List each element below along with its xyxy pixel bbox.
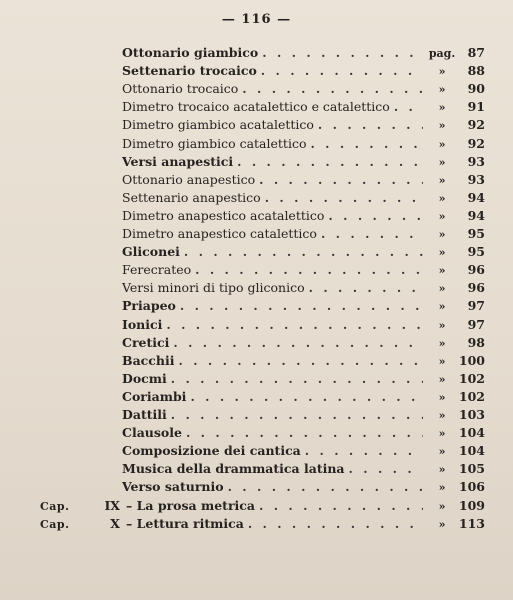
toc-entry <box>122 243 485 261</box>
entry-page-number: 92 <box>467 117 485 133</box>
page-ref-marker: » <box>438 246 446 260</box>
entry-title: Dimetro trocaico acatalettico e catalettico <box>122 99 390 115</box>
dot-leader <box>309 279 423 297</box>
toc-entry <box>122 135 485 153</box>
toc-entry <box>122 406 485 424</box>
page-ref-marker: » <box>438 481 446 495</box>
toc-entry <box>122 80 485 98</box>
dot-leader <box>166 316 423 334</box>
entry-title: – La prosa metrica <box>126 497 255 513</box>
entry-page-number: 103 <box>458 407 485 422</box>
entry-title: Composizione dei cantica <box>122 443 301 459</box>
entry-title: Verso saturnio <box>122 479 224 495</box>
toc-entry <box>122 334 485 352</box>
toc-entry <box>122 424 485 442</box>
dot-leader <box>171 406 423 424</box>
page-ref-marker: » <box>438 354 446 368</box>
page-ref-marker: » <box>438 83 446 97</box>
page-ref-marker: » <box>438 409 446 422</box>
toc-entry <box>122 225 485 243</box>
toc-entry <box>122 207 485 225</box>
entry-page-number: 95 <box>467 244 485 260</box>
dot-leader <box>305 442 423 460</box>
page-ref-marker: » <box>438 264 446 278</box>
entry-page-number: 102 <box>458 370 485 386</box>
entry-page-number: 102 <box>458 388 485 404</box>
page-ref-marker: » <box>438 191 446 205</box>
toc-entry <box>122 352 485 370</box>
toc-entry <box>122 370 485 388</box>
entry-title: Dimetro giambico catalettico <box>122 135 307 151</box>
toc-entry <box>122 388 485 406</box>
entry-title: Coriambi <box>122 388 187 404</box>
dot-leader <box>171 370 423 388</box>
toc-entry <box>122 153 485 171</box>
page-ref-marker: » <box>438 282 446 296</box>
entry-page-number: 109 <box>458 497 485 513</box>
entry-page-number: 96 <box>467 262 485 278</box>
page-ref-marker: » <box>438 427 446 441</box>
page-ref-marker: » <box>438 65 446 79</box>
page-ref-marker: » <box>438 101 446 115</box>
entry-page-number: 93 <box>467 153 485 169</box>
entry-title: Clausole <box>122 425 182 441</box>
entry-title: Dimetro anapestico acatalettico <box>122 207 325 223</box>
dot-leader <box>262 44 423 62</box>
toc-entry <box>122 279 485 297</box>
page-ref-marker: pag. <box>428 47 456 60</box>
page-ref-marker: » <box>438 517 446 531</box>
dot-leader <box>195 261 423 279</box>
entry-page-number: 94 <box>467 207 485 223</box>
toc-entry <box>122 297 485 315</box>
page-ref-marker: » <box>438 336 446 350</box>
page-ref-marker: » <box>438 445 446 459</box>
entry-page-number: 104 <box>458 443 485 459</box>
page-ref-marker: » <box>438 209 446 223</box>
toc-entry <box>122 44 485 62</box>
entry-page-number: 113 <box>458 515 485 531</box>
dot-leader <box>173 334 423 352</box>
dot-leader <box>186 424 423 442</box>
dot-leader <box>248 515 423 533</box>
page-ref-marker: » <box>438 155 446 169</box>
entry-title: Ferecrateo <box>122 262 192 278</box>
entry-title: Docmi <box>122 370 167 386</box>
entry-title: Priapeo <box>122 298 176 314</box>
entry-page-number: 105 <box>458 461 485 477</box>
entry-page-number: 100 <box>458 352 485 368</box>
page-number: — 116 — <box>221 12 292 27</box>
toc-entry <box>122 316 485 334</box>
entry-page-number: 95 <box>467 226 485 241</box>
entry-page-number: 87 <box>467 45 485 60</box>
toc-entry <box>40 497 485 515</box>
entry-title: Cretici <box>122 334 170 350</box>
page-ref-marker: » <box>438 372 446 386</box>
entry-title: Dimetro anapestico catalettico <box>122 226 317 241</box>
entry-page-number: 97 <box>467 298 485 314</box>
entry-title: Settenario trocaico <box>122 63 257 79</box>
toc-entry <box>122 171 485 189</box>
toc-entry <box>40 515 485 533</box>
chapter-label: Cap. <box>40 517 70 531</box>
dot-leader <box>237 153 423 171</box>
entry-title: Musica della drammatica latina <box>122 461 345 477</box>
entry-title: Versi minori di tipo gliconico <box>122 280 305 296</box>
entry-page-number: 91 <box>467 99 485 115</box>
entry-title: Ionici <box>122 316 163 332</box>
page-ref-marker: » <box>438 119 446 133</box>
page-ref-marker: » <box>438 390 446 404</box>
entry-title: Ottonario trocaico <box>122 81 239 97</box>
entry-title: – Lettura ritmica <box>126 515 244 531</box>
entry-title: Dattili <box>122 407 167 422</box>
page-ref-marker: » <box>438 463 446 477</box>
page-ref-marker: » <box>438 173 446 187</box>
chapter-number: IX <box>104 497 120 513</box>
dot-leader <box>228 478 423 496</box>
entry-title: Settenario anapestico <box>122 189 261 205</box>
page-ref-marker: » <box>438 137 446 151</box>
dot-leader <box>242 80 423 98</box>
dot-leader <box>321 225 423 243</box>
entry-page-number: 106 <box>458 479 485 495</box>
dot-leader <box>318 116 423 134</box>
page-ref-marker: » <box>438 499 446 513</box>
entry-page-number: 92 <box>467 135 485 151</box>
dot-leader <box>349 460 423 478</box>
dot-leader <box>394 98 423 116</box>
page-ref-marker: » <box>438 228 446 241</box>
entry-page-number: 97 <box>467 316 485 332</box>
toc-entry <box>122 478 485 496</box>
dot-leader <box>184 243 423 261</box>
entry-title: Bacchii <box>122 352 175 368</box>
entry-page-number: 96 <box>467 280 485 296</box>
toc-entry <box>122 442 485 460</box>
chapter-number: X <box>110 515 120 531</box>
dot-leader <box>265 189 423 207</box>
toc-entry <box>122 460 485 478</box>
chapter-label: Cap. <box>40 499 70 513</box>
dot-leader <box>190 388 423 406</box>
dot-leader <box>261 62 423 80</box>
entry-title: Ottonario giambico <box>122 45 259 60</box>
entry-title: Ottonario anapestico <box>122 171 256 187</box>
entry-title: Versi anapestici <box>122 153 234 169</box>
entry-page-number: 98 <box>467 334 485 350</box>
entry-title: Gliconei <box>122 244 180 260</box>
toc-entry <box>122 62 485 80</box>
entry-page-number: 90 <box>467 81 485 97</box>
dot-leader <box>259 171 423 189</box>
toc-entry <box>122 98 485 116</box>
dot-leader <box>178 352 423 370</box>
dot-leader <box>180 297 423 315</box>
entry-title: Dimetro giambico acatalettico <box>122 117 314 133</box>
toc-entry <box>122 189 485 207</box>
entry-page-number: 93 <box>467 171 485 187</box>
entry-page-number: 88 <box>467 63 485 79</box>
entry-page-number: 104 <box>458 425 485 441</box>
dot-leader <box>310 135 423 153</box>
entry-page-number: 94 <box>467 189 485 205</box>
toc-entry <box>122 116 485 134</box>
dot-leader <box>328 207 423 225</box>
page-ref-marker: » <box>438 318 446 332</box>
dot-leader <box>259 497 423 515</box>
toc-entry <box>122 261 485 279</box>
page-ref-marker: » <box>438 300 446 314</box>
